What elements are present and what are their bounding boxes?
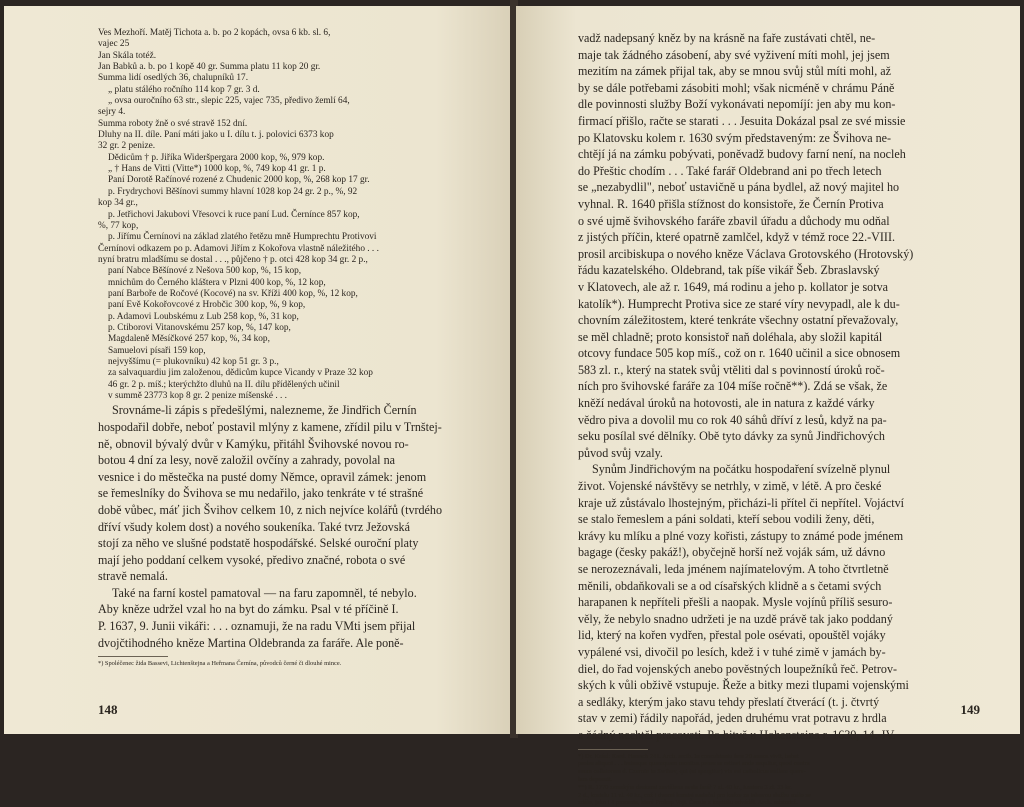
body-line: Synům Jindřichovým na počátku hospodaření svízelně plynul bbox=[592, 462, 891, 477]
record-line: za salvaquardiu jim založenou, dědicům kupce Vicandy v Praze 32 kop bbox=[108, 368, 373, 379]
body-line: prosil arcibiskupa o nového kněze Václava Grotovského (Hrotovský) bbox=[578, 246, 914, 261]
body-line: Aby kněze udržel vzal ho na byt do zámku. Psal v té příčině I. bbox=[98, 602, 399, 617]
body-line: katolík*). Humprecht Protiva sice ze staré víry nevypadl, ale k du- bbox=[578, 296, 900, 311]
record-line: nyní bratru mladšímu se dostal . . ., půjčeno † p. otci 428 kop 34 gr. 2 p., bbox=[98, 254, 368, 265]
right-page-body-1 bbox=[578, 30, 994, 461]
record-line: p. Jiřímu Černínovi na základ zlatého řetězu mně Humprechtu Protivovi bbox=[108, 232, 377, 243]
record-line: p. Adamovi Loubskému z Lub 258 kop, %, 31 kop, bbox=[108, 311, 299, 322]
record-line: Paní Dorotě Račínové rozené z Chudenic 2000 kop, %, 268 kop 17 gr. bbox=[108, 175, 370, 186]
body-line: dříví všudy kolem dost) a nového soukeníka. Také tvrz Ježovská bbox=[98, 519, 410, 534]
record-line: Summa roboty žně o své stravě 152 dní. bbox=[98, 118, 248, 129]
record-line: Ves Mezhoří. Matěj Tichota a. b. po 2 kopách, ovsa 6 kb. sl. 6, bbox=[98, 28, 331, 38]
body-line: se řemeslníky do Švihova se mu nedařilo, jako tenkráte v té strašné bbox=[98, 486, 424, 501]
body-line: se měl chladně; proto konsistoř naň doléhala, aby složil kapitál bbox=[578, 329, 883, 344]
body-line: vědro piva a dovolil mu co rok 40 sáhů dříví z lesů, když na pa- bbox=[578, 412, 887, 427]
body-line: ských k vůli obživě vstupuje. Řeže a bitky mezi tlupami vojenskými bbox=[578, 678, 909, 693]
footnote-line: lam deposuit. bbox=[578, 775, 613, 783]
record-line: mnichům do Černého kláštera v Plzni 400 kop, %, 12 kop, bbox=[108, 277, 326, 288]
footnote-rule bbox=[98, 656, 168, 657]
body-line: stav v zemi) řádily napořád, jeden druhému vrat potravu z hrdla bbox=[578, 711, 887, 726]
footnote-line: 2 d., kostelu 11 zl. 40 kr., což i dvorní komisí nadační pro kněze za takovou službu málo se bbox=[578, 791, 811, 799]
body-line: maje tak žádného zásobení, aby své vyživení míti mohl, jej jsem bbox=[578, 47, 890, 62]
body-line: dvojčtihodného kněze Martina Oldebranda za faráře. Ale poně- bbox=[98, 635, 404, 650]
record-line: p. Ctiborovi Vitanovskému 257 kop, %, 147 kop, bbox=[108, 322, 291, 333]
record-line: %, 77 kop, bbox=[98, 220, 139, 231]
record-line: p. Jetřichovi Jakubovi Vřesovci k ruce paní Lud. Černínce 857 kop, bbox=[108, 209, 360, 220]
body-line: mezitím na zámek přijal tak, aby se mnou svůj stůl míti mohl, až bbox=[578, 64, 892, 79]
body-line: době vůbec, máť jich Švihov celkem 10, z nich nejvíce kolářů (tvrdého bbox=[98, 502, 443, 517]
body-line: kraje už zůstávalo lhostejným, přicházi-li přítel či nepřítel. Vojáctví bbox=[578, 495, 904, 510]
footnote-line: *) Dr. Krásl: Kard. Harrach 241. Arch. arcib. In concubinatu fere 20 annos vivit, habet bbox=[578, 752, 799, 760]
record-line: Černínovi odkazem po p. Adamovi Jiřím z Kokořova vlastně náležitého . . . bbox=[98, 243, 379, 254]
body-line: firmací přišlo, račte se starati . . . Jesuita Dokázal psal ze své missie bbox=[578, 113, 906, 128]
body-line: se stalo řemeslem a páni soldati, kteří sebou vodili ženy, děti, bbox=[578, 512, 875, 527]
body-line: chovním záležitostem, které tenkráte všechny ostatní převažovaly, bbox=[578, 313, 899, 328]
body-line: diel, do řad vojenských anebo pověstných loupežníků řeč. Petrov- bbox=[578, 661, 898, 676]
right-page-body-2 bbox=[578, 461, 994, 743]
right-page bbox=[516, 6, 1020, 807]
body-line: vadž nadepsaný kněz by na krásně na faře zustávati chtěl, ne- bbox=[578, 31, 876, 45]
footnote-line: *) Spoléčenec žida Bassevi, Lichtenštejna a Heřmana Černína, původců černé či dlouhé mince. bbox=[98, 660, 342, 668]
footnote-line: suum collatorem d. Czernin in Swihov, qui (ut spargitur) vix est catholicus nullam quere- bbox=[578, 768, 806, 776]
body-line: botou 4 dní za lesy, nově založil ovčíny a zahrady, povolal na bbox=[98, 453, 395, 468]
footnote-line: **) R. 1770 zemským deskami zavtělena nesla farář 7 zl. 40 kr., kantoru 3 zl. 33 kr. bbox=[578, 783, 792, 791]
left-page-record bbox=[98, 28, 492, 402]
body-line: krávy ku mlíku a plné vozy kořisti, zástupy to známé pode jménem bbox=[578, 528, 904, 543]
record-line: kop 34 gr., bbox=[98, 198, 138, 209]
record-line: 46 gr. 2 p. míš.; kterýchžto dluhů na II. dílu přídělených učinil bbox=[108, 379, 340, 390]
body-line: měnili, obdaňkovali se a od císařských klidně a s četami svých bbox=[578, 578, 882, 593]
record-line: „ platu stálého ročního 114 kop 7 gr. 3 d. bbox=[108, 84, 260, 95]
body-line: Srovnáme-li zápis s předešlými, nalezneme, že Jindřich Černín bbox=[112, 403, 417, 418]
right-page-footnotes bbox=[578, 753, 994, 807]
record-line: v summě 23773 kop 8 gr. 2 penize míšenské . . . bbox=[108, 391, 287, 401]
page-number-left: 148 bbox=[98, 702, 118, 717]
body-line: seku posílal své dělníky. Obě tyto dávky za synů Jindřichových bbox=[578, 429, 885, 444]
body-line: ních pro švihovské faráře za 104 míše ročně**). Zdá se však, že bbox=[578, 379, 888, 394]
record-line: p. Frydrychovi Běšínovi summy hlavní 1028 kop 24 gr. 2 p., %, 92 bbox=[108, 186, 358, 197]
body-line: do Přeštic chodím . . . Také farář Oldebrand ani po třech letech bbox=[578, 163, 882, 178]
record-line: vajec 25 bbox=[98, 39, 130, 50]
record-line: Summa lidí osedlých 36, chalupníků 17. bbox=[98, 73, 249, 84]
body-line: by se dále potřebami zásobiti mohl; však nicméně v chrámu Páně bbox=[578, 80, 895, 95]
body-line: vesnice i do městečka na pusté domy Němce, opravil zámek: jenom bbox=[98, 469, 427, 484]
page-number-right: 149 bbox=[960, 702, 980, 717]
record-line: Jan Skála totéž. bbox=[98, 50, 157, 61]
body-line: dle povinnosti služby Boží vykonávati nepomíjí: jen aby mu kon- bbox=[578, 97, 896, 112]
body-line: P. 1637, 9. Junii vikáři: . . . oznamuji, že na radu VMti jsem přijal bbox=[98, 619, 416, 634]
record-line: paní Evě Kokořovcové z Hrobčic 300 kop, %, 9 kop, bbox=[108, 300, 306, 311]
record-line: 32 gr. 2 penize. bbox=[98, 141, 156, 152]
footnote-rule bbox=[578, 749, 648, 750]
footnote-line: zdálo, jako i 4 procenta, které Prokop Vojt. Černín z kapitálu odváděl. Arch. místodrž. bbox=[578, 799, 798, 807]
body-line: z jistých příčin, které opatrně zamlčel, když v témž roce 22.-VIII. bbox=[578, 230, 895, 245]
body-line: otcovy fundace 505 kop míš., což on r. 1640 učinil a sice obnosem bbox=[578, 346, 901, 361]
body-line: 583 zl. r., který na statek svůj vtěliti dal s povinností úroků roč- bbox=[578, 362, 885, 377]
body-line: stravě nemalá. bbox=[98, 569, 168, 584]
record-line: Samuelovi písaři 159 kop, bbox=[108, 345, 206, 356]
body-line: Také na farní kostel pamatoval — na faru zapomněl, té nebylo. bbox=[112, 585, 417, 600]
body-line: chtějí já na zámku pobývati, poněvadž budovy farní není, na nocleh bbox=[578, 147, 906, 162]
body-line: ně, obnovil bývalý dvůr v Kamýku, přitáhl Švihovské novou ro- bbox=[98, 436, 409, 451]
body-line: řádu kazatelského. Oldebrand, tak píše vikář Šeb. Zbraslavský bbox=[578, 263, 880, 278]
record-line: „ † Hans de Vitti (Vitte*) 1000 kop, %, 749 kop 41 gr. 1 p. bbox=[108, 164, 326, 175]
body-line: vyhnal. R. 1640 přišla stížnost do konsistoře, že Černín Protiva bbox=[578, 196, 884, 211]
body-line: a žádný nechtěl pracovati. Po bitvě u Hohensteina r. 1639, 14.-IV. bbox=[578, 727, 896, 742]
body-line: život. Vojenské návštěvy se netrhly, v zimě, v létě. A pro české bbox=[578, 479, 882, 494]
body-line: bagage (česky pakáž!), obyčejně horší než voják sám, už dávno bbox=[578, 545, 886, 560]
body-line: kněží nedával úroků na hotovosti, ale in natura z každé várky bbox=[578, 396, 875, 411]
body-line: hospodařil dobře, neboť postavil mlýny z kamene, zřídil pilu v Trnštej- bbox=[98, 419, 442, 434]
left-page-footnote bbox=[98, 660, 492, 668]
record-line: Dluhy na II. díle. Paní máti jako u I. dílu t. j. polovici 6373 kop bbox=[98, 130, 334, 141]
left-page bbox=[4, 6, 512, 734]
left-page-body bbox=[98, 402, 492, 651]
record-line: nejvyššímu (= plukovníku) 42 kop 51 gr. 3 p., bbox=[108, 356, 279, 367]
body-line: po Klatovsku kolem r. 1630 svým představeným: ze Švihova ne- bbox=[578, 130, 892, 145]
body-line: v Klatovech, ale až r. 1649, má rodinu a jeho p. kollator je sotva bbox=[578, 279, 888, 294]
record-line: sejry 4. bbox=[98, 107, 126, 118]
body-line: se „nezabydlil", neboť ustavičně u pána bydlel, až nový majitel ho bbox=[578, 180, 900, 195]
record-line: paní Nabce Běšínové z Nešova 500 kop, %, 15 kop, bbox=[108, 266, 302, 277]
body-line: mají jeho poddaní celkem vysoké, předivo značné, robota o své bbox=[98, 552, 406, 567]
record-line: Jan Babků a. b. po 1 kopě 40 gr. Summa platu 11 kop 20 gr. bbox=[98, 62, 321, 73]
body-line: a sedláky, kterým jako stavu tehdy přeslatí čtverácí (t. j. čtvrtý bbox=[578, 694, 880, 709]
record-line: paní Barboře de Ročové (Kocové) na sv. Kříži 400 kop, %, 12 kop, bbox=[108, 288, 358, 299]
body-line: lid, který na kořen vydřen, přestal pole osévati, opouštěl vojáky bbox=[578, 628, 886, 643]
body-line: stojí za něho ve slušné podstatě hospodářské. Selské ouroční platy bbox=[98, 536, 419, 551]
body-line: původ svůj vzaly. bbox=[578, 445, 663, 460]
body-line: harapanen k nepříteli přešli a naopak. Mysle vojínů příliš sesuro- bbox=[578, 595, 893, 610]
body-line: se nerozeznávali, leda jménem najímatelovým. A toho čtvrtletně bbox=[578, 562, 889, 576]
body-line: vypálené vsi, divočil po lesích, kdež i v tuhé zimě v jamách by- bbox=[578, 644, 886, 659]
record-line: Dědicům † p. Jiříka Wideršpergara 2000 kop, %, 979 kop. bbox=[108, 152, 325, 163]
footnote-line: proles aliquot . . . huiusque quamquam monitus penes se retinet ande sequitur, quod contra bbox=[578, 760, 810, 768]
body-line: o své ujmě švihovského faráře zbavil úřadu a důchody mu odňal bbox=[578, 213, 890, 228]
record-line: „ ovsa ouročního 63 str., slepic 225, vajec 735, předivo žemlí 64, bbox=[108, 96, 350, 107]
body-line: věly, že nebylo snadno udržeti je na uzdě právě tak jako poddaný bbox=[578, 611, 893, 626]
record-line: Magdaleně Měsíčkové 257 kop, %, 34 kop, bbox=[108, 334, 270, 345]
